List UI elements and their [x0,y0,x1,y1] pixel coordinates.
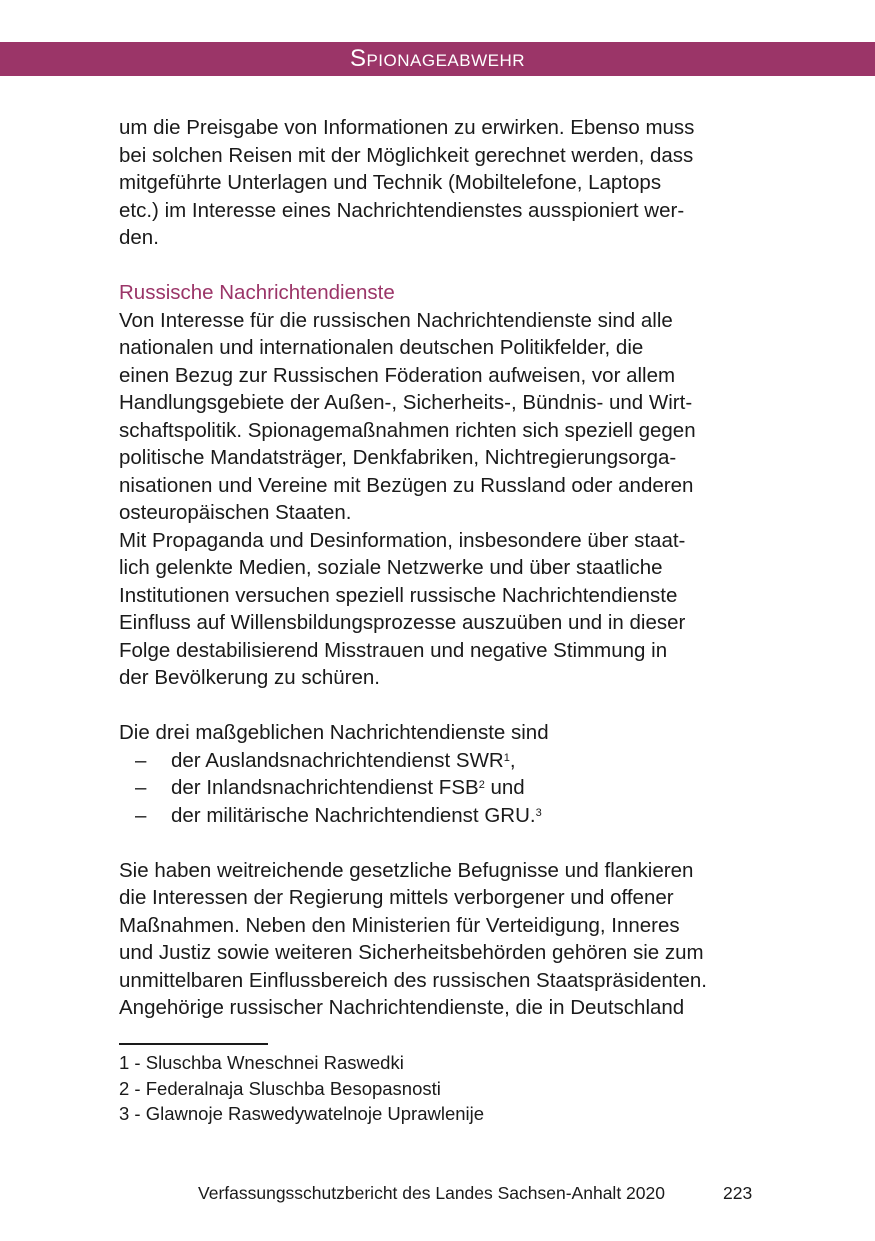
footnote-ref[interactable]: 3 [535,806,542,819]
text-line: lich gelenkte Medien, soziale Netzwerke und über staatliche [119,556,663,579]
page-body [119,114,769,1022]
footnote-divider [119,1043,268,1045]
text-line: um die Preisgabe von Informationen zu erwirken. Ebenso muss [119,116,695,139]
propaganda-paragraph [119,527,769,692]
page-number: 223 [723,1183,753,1203]
section-title: Spionageabwehr [349,45,526,72]
intro-paragraph [119,114,769,252]
list-item [119,802,769,830]
text-line: Einfluss auf Willensbildungsprozesse auszuüben und in dieser [119,611,686,634]
list-item-text: der Auslandsnachrichtendienst SWR [171,748,504,772]
text-line: bei solchen Reisen mit der Möglichkeit gerechnet werden, dass [119,143,694,167]
text-line: politische Mandatsträger, Denkfabriken, Nichtregierungsorga- [119,446,677,469]
interest-paragraph [119,307,769,527]
list-intro: Die drei maßgeblichen Nachrichtendienste sind [119,721,549,744]
text-line: Sie haben weitreichende gesetzliche Befugnisse und flankieren [119,858,694,882]
list-item [119,774,769,802]
text-line: Von Interesse für die russischen Nachrichtendienste sind alle [119,308,673,332]
text-line: Maßnahmen. Neben den Ministerien für Verteidigung, Inneres [119,913,680,937]
text-line: mitgeführte Unterlagen und Technik (Mobiltelefone, Laptops [119,171,662,194]
footnote: 2 - Federalnaja Sluschba Besopasnosti [119,1077,441,1099]
text-line: Institutionen versuchen speziell russische Nachrichtendienste [119,583,678,607]
text-line: nisationen und Vereine mit Bezügen zu Russland oder anderen [119,473,694,497]
services-list [119,747,769,830]
list-item-text: der Inlandsnachrichtendienst FSB [171,776,479,799]
text-line: Folge destabilisierend Misstrauen und negative Stimmung in [119,638,668,662]
text-line: der Bevölkerung zu schüren. [119,666,380,689]
paragraph-gap [119,829,769,857]
list-item-suffix: , [509,748,516,772]
text-line: unmittelbaren Einflussbereich des russischen Staatspräsidenten. [119,968,707,992]
dash-bullet: – [135,776,147,799]
closing-paragraph [119,857,769,1022]
list-item-suffix: und [484,776,525,799]
footer-title: Verfassungsschutzbericht des Landes Sachsen-Anhalt 2020 [198,1183,665,1203]
text-line: und Justiz sowie weiteren Sicherheitsbehörden gehören sie zum [119,941,704,964]
text-line: Angehörige russischer Nachrichtendienste, die in Deutschland [119,996,685,1019]
footnote: 3 - Glawnoje Raswedywatelnoje Uprawlenije [119,1103,485,1124]
footnote: 1 - Sluschba Wneschnei Raswedki [119,1052,404,1073]
text-line: schaftspolitik. Spionagemaßnahmen richten sich speziell gegen [119,418,696,442]
text-line: etc.) im Interesse eines Nachrichtendienstes ausspioniert wer- [119,198,685,222]
text-line: Mit Propaganda und Desinformation, insbesondere über staat- [119,528,686,552]
list-item [119,747,769,775]
footnote-ref[interactable]: 2 [478,779,485,791]
text-line: einen Bezug zur Russischen Föderation aufweisen, vor allem [119,363,676,387]
footnote-ref[interactable]: 1 [503,751,510,764]
dash-bullet: – [135,748,147,772]
dash-bullet: – [135,803,147,827]
paragraph-gap [119,252,769,280]
paragraph-gap [119,692,769,720]
footnotes [119,1050,769,1127]
text-line: Handlungsgebiete der Außen-, Sicherheits-, Bündnis- und Wirt- [119,391,693,414]
text-line: die Interessen der Regierung mittels verborgener und offener [119,886,674,909]
list-item-text: der militärische Nachrichtendienst GRU. [171,803,536,827]
text-line: nationalen und internationalen deutschen Politikfelder, die [119,336,644,359]
text-line: osteuropäischen Staaten. [119,501,352,524]
text-line: den. [119,226,159,249]
section-heading: Russische Nachrichtendienste [119,281,395,304]
